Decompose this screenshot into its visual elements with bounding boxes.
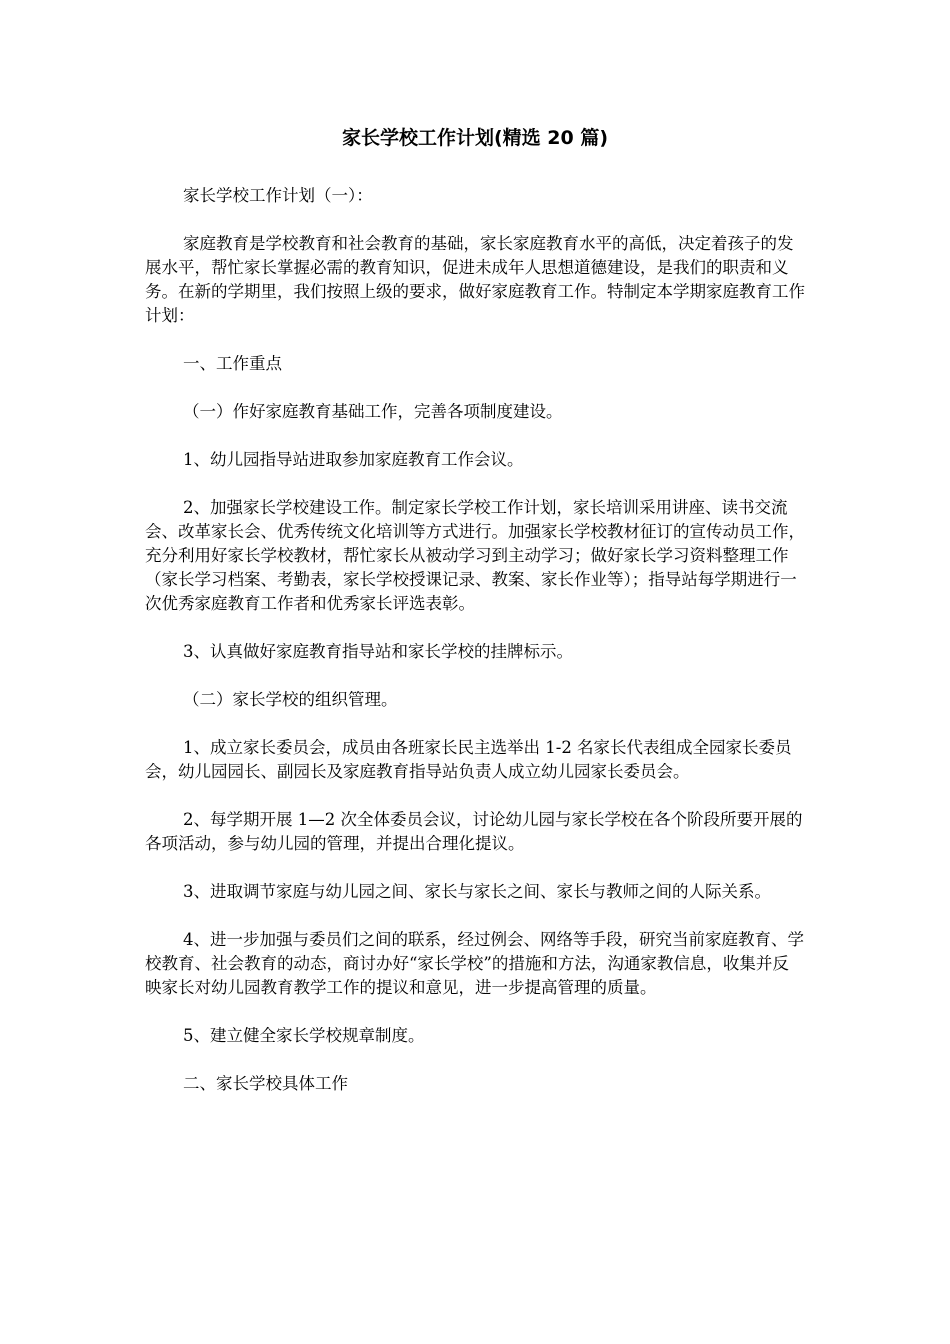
section-heading-specific-work: 二、家长学校具体工作: [183, 1074, 348, 1093]
section-heading-work-focus: 一、工作重点: [183, 354, 282, 373]
subsection-heading-organization: （二）家长学校的组织管理。: [183, 690, 398, 709]
list-item-org-4: 4、进一步加强与委员们之间的联系，经过例会、网络等手段，研究当前家庭教育、学校教育、社会教育的动态，商讨办好“家长学校”的措施和方法，沟通家教信息，收集并反映家长对幼儿园教育教学工作的提议和意见，进一步提高管理的质量。: [145, 930, 804, 997]
list-item-1: 1、幼儿园指导站进取参加家庭教育工作会议。: [183, 450, 524, 469]
list-item-org-2: 2、每学期开展 1—2 次全体委员会议，讨论幼儿园与家长学校在各个阶段所要开展的各项活动，参与幼儿园的管理，并提出合理化提议。: [145, 810, 803, 853]
list-item-2: 2、加强家长学校建设工作。制定家长学校工作计划，家长培训采用讲座、读书交流会、改革家长会、优秀传统文化培训等方式进行。加强家长学校教材征订的宣传动员工作，充分利用好家长学校教材，帮忙家长从被动学习到主动学习；做好家长学习资料整理工作（家长学习档案、考勤表，家长学校授课记录、教案、家长作业等）；指导站每学期进行一次优秀家庭教育工作者和优秀家长评选表彰。: [145, 498, 805, 613]
document-title: 家长学校工作计划(精选 20 篇): [341, 127, 609, 149]
intro-paragraph: 家庭教育是学校教育和社会教育的基础，家长家庭教育水平的高低，决定着孩子的发展水平，帮忙家长掌握必需的教育知识，促进未成年人思想道德建设，是我们的职责和义务。在新的学期里，我们按照上级的要求，做好家庭教育工作。特制定本学期家庭教育工作计划：: [145, 234, 805, 325]
list-item-org-5: 5、建立健全家长学校规章制度。: [183, 1026, 425, 1045]
list-item-3: 3、认真做好家庭教育指导站和家长学校的挂牌标示。: [183, 642, 573, 661]
section-heading-plan-one: 家长学校工作计划（一）：: [183, 186, 373, 205]
document-body: [145, 184, 805, 1120]
subsection-heading-basic-work: （一）作好家庭教育基础工作，完善各项制度建设。: [183, 402, 563, 421]
list-item-org-3: 3、进取调节家庭与幼儿园之间、家长与家长之间、家长与教师之间的人际关系。: [183, 882, 771, 901]
list-item-org-1: 1、成立家长委员会，成员由各班家长民主选举出 1-2 名家长代表组成全园家长委员会，幼儿园园长、副园长及家庭教育指导站负责人成立幼儿园家长委员会。: [145, 738, 792, 781]
